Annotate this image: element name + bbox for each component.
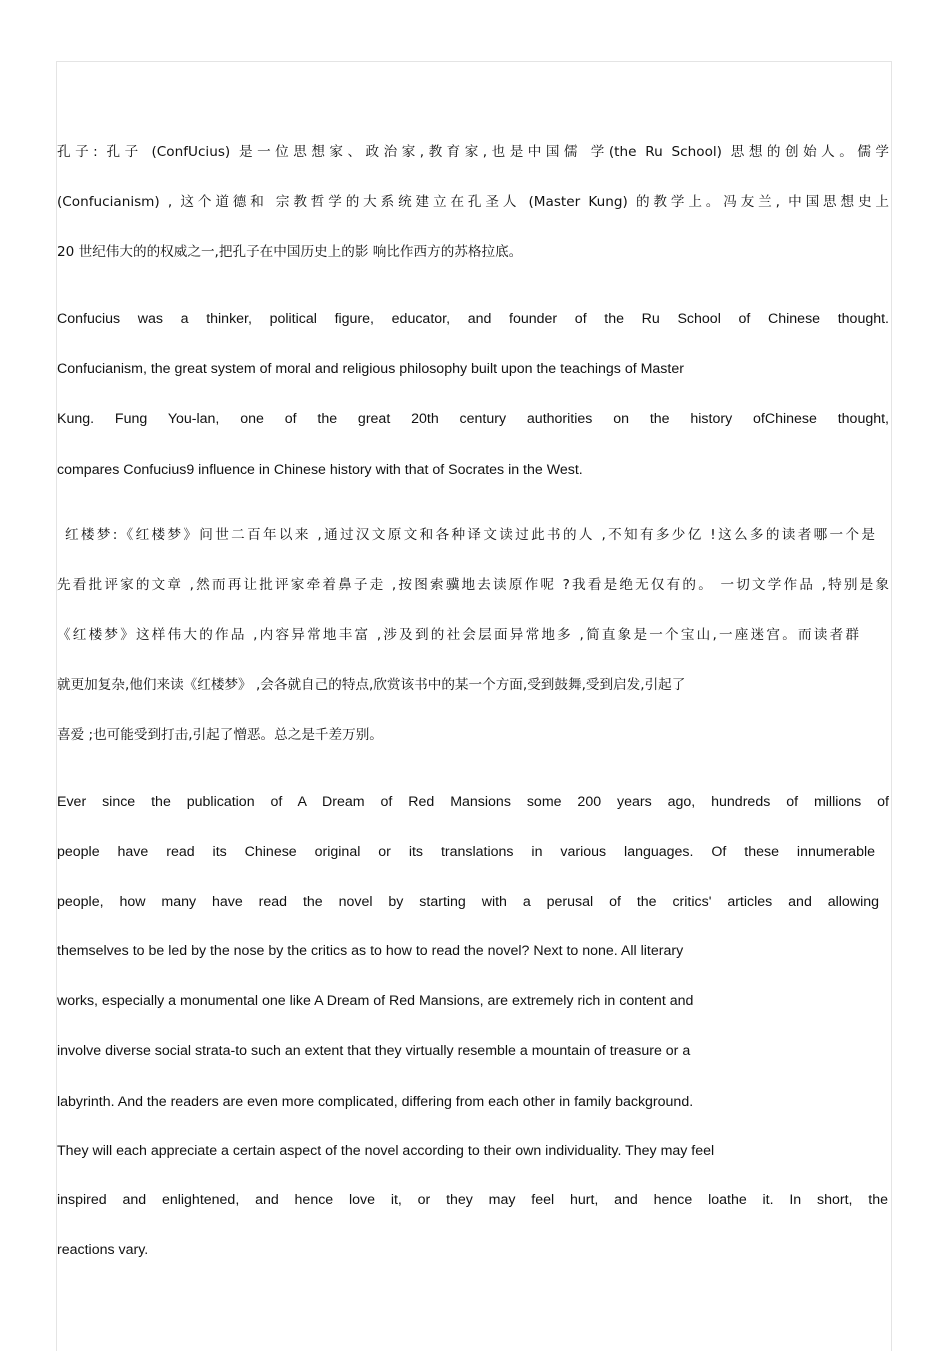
en-paragraph-2-line-2: people have read its Chinese original or its translations in various languages. Of these innumerable: [57, 844, 875, 860]
cn-paragraph-2-line-4: 就更加复杂,他们来读《红楼梦》 ,会各就自己的特点,欣赏该书中的某一个方面,受到鼓舞,受到启发,引起了: [57, 677, 686, 693]
en-paragraph-2-line-3: people, how many have read the novel by starting with a perusal of the critics' articles and allowing: [57, 894, 879, 910]
en-paragraph-2-line-9: inspired and enlightened, and hence love it, or they may feel hurt, and hence loathe it. In short, the: [57, 1192, 888, 1208]
en-paragraph-1-line-3: Kung. Fung You-lan, one of the great 20th century authorities on the history ofChinese thought,: [57, 411, 889, 427]
en-paragraph-2-line-1: Ever since the publication of A Dream of Red Mansions some 200 years ago, hundreds of millions of: [57, 794, 889, 810]
cn-paragraph-2-line-1: 红楼梦:《红楼梦》问世二百年以来 ,通过汉文原文和各种译文读过此书的人 ,不知有多少亿 !这么多的读者哪一个是: [65, 527, 875, 543]
cn-paragraph-2-line-2: 先看批评家的文章 ,然而再让批评家牵着鼻子走 ,按图索骥地去读原作呢 ?我看是绝无仅有的。 一切文学作品 ,特别是象: [57, 577, 889, 593]
cn-paragraph-2-line-3: 《红楼梦》这样伟大的作品 ,内容异常地丰富 ,涉及到的社会层面异常地多 ,简直象是一个宝山,一座迷宫。而读者群: [57, 627, 859, 643]
cn-paragraph-1-line-2: (Confucianism) , 这个道德和 宗教哲学的大系统建立在孔圣人 (Master Kung) 的教学上。冯友兰, 中国思想史上: [57, 194, 889, 210]
en-paragraph-2-line-5: works, especially a monumental one like A Dream of Red Mansions, are extremely rich in content and: [57, 993, 694, 1009]
en-paragraph-1-line-4: compares Confucius9 influence in Chinese history with that of Socrates in the West.: [57, 462, 583, 478]
en-paragraph-1-line-2: Confucianism, the great system of moral and religious philosophy built upon the teachings of Master: [57, 361, 684, 377]
en-paragraph-2-line-7: labyrinth. And the readers are even more complicated, differing from each other in family background.: [57, 1094, 694, 1110]
cn-paragraph-2-line-5: 喜爱 ;也可能受到打击,引起了憎恶。总之是千差万别。: [57, 727, 383, 743]
en-paragraph-2-line-4: themselves to be led by the nose by the critics as to how to read the novel? Next to none. All literary: [57, 943, 684, 959]
en-paragraph-2-line-6: involve diverse social strata-to such an extent that they virtually resemble a mountain of treasure or a: [57, 1043, 691, 1059]
en-paragraph-1-line-1: Confucius was a thinker, political figure, educator, and founder of the Ru School of Chinese thought.: [57, 311, 889, 327]
cn-paragraph-1-line-1: 孔子: 孔子 (ConfUcius) 是一位思想家、政治家,教育家,也是中国儒 学(the Ru School) 思想的创始人。儒学: [57, 144, 889, 160]
en-paragraph-2-line-8: They will each appreciate a certain aspect of the novel according to their own individuality. They may feel: [57, 1143, 715, 1159]
en-paragraph-2-line-10: reactions vary.: [57, 1242, 149, 1258]
cn-paragraph-1-line-3: 20 世纪伟大的的权威之一,把孔子在中国历史上的影 响比作西方的苏格拉底。: [57, 244, 523, 260]
